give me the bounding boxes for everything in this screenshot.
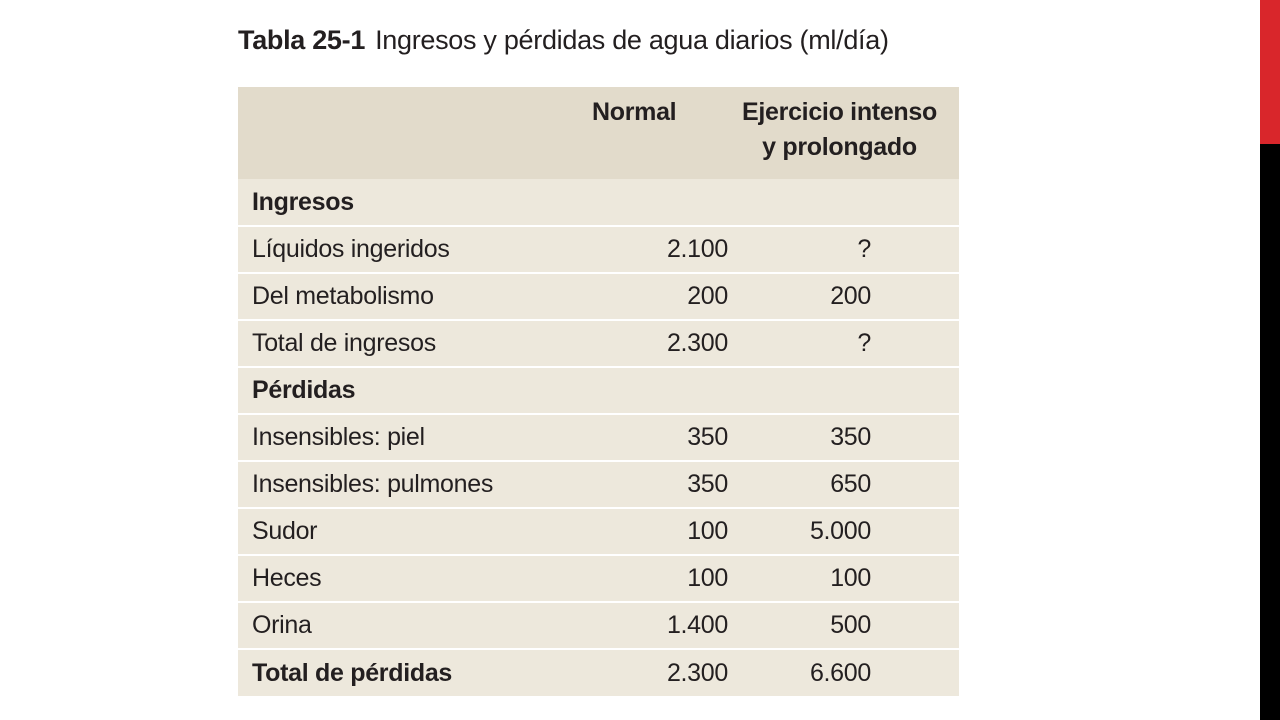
- table-caption: [238, 22, 889, 58]
- header-exercise-line1: Ejercicio intenso: [742, 98, 937, 126]
- table-row: [238, 602, 959, 649]
- table-header: [238, 87, 959, 179]
- row-label: Del metabolismo: [238, 273, 558, 320]
- row-label: Líquidos ingeridos: [238, 226, 558, 273]
- row-label: Total de ingresos: [238, 320, 558, 367]
- cell-exercise: 650: [732, 461, 959, 508]
- header-row: [238, 87, 959, 179]
- slide-accent-bar: [1260, 0, 1280, 144]
- cell-normal: 350: [558, 414, 732, 461]
- row-label: Heces: [238, 555, 558, 602]
- cell-normal: 2.300: [558, 649, 732, 696]
- cell-normal: 100: [558, 555, 732, 602]
- table-row: [238, 414, 959, 461]
- table-row: [238, 320, 959, 367]
- cell-exercise: [732, 179, 959, 226]
- row-label: Orina: [238, 602, 558, 649]
- table-number: Tabla 25-1: [238, 25, 366, 55]
- table-row: [238, 508, 959, 555]
- table-body: [238, 179, 959, 696]
- total-row-perdidas: [238, 649, 959, 696]
- cell-normal: [558, 179, 732, 226]
- header-empty-cell: [238, 87, 558, 179]
- cell-normal: 200: [558, 273, 732, 320]
- section-row-perdidas: [238, 367, 959, 414]
- cell-exercise: ?: [732, 320, 959, 367]
- table-row: [238, 461, 959, 508]
- row-label: Total de pérdidas: [238, 649, 558, 696]
- cell-exercise: 200: [732, 273, 959, 320]
- table-title: Ingresos y pérdidas de agua diarios (ml/día): [375, 25, 889, 55]
- row-label: Sudor: [238, 508, 558, 555]
- cell-normal: 2.100: [558, 226, 732, 273]
- cell-normal: 1.400: [558, 602, 732, 649]
- row-label: Ingresos: [252, 187, 354, 216]
- cell-exercise: 500: [732, 602, 959, 649]
- cell-normal: 2.300: [558, 320, 732, 367]
- cell-exercise: 350: [732, 414, 959, 461]
- cell-exercise: 6.600: [732, 649, 959, 696]
- row-label: Insensibles: pulmones: [238, 461, 558, 508]
- table-row: [238, 226, 959, 273]
- cell-exercise: [732, 367, 959, 414]
- cell-normal: [558, 367, 732, 414]
- table-row: [238, 555, 959, 602]
- water-balance-table: [238, 87, 959, 696]
- cell-normal: 350: [558, 461, 732, 508]
- slide-edge-bar: [1260, 0, 1280, 720]
- cell-exercise: 100: [732, 555, 959, 602]
- row-label: Insensibles: piel: [238, 414, 558, 461]
- row-label: Pérdidas: [238, 367, 558, 414]
- cell-exercise: ?: [732, 226, 959, 273]
- cell-exercise: 5.000: [732, 508, 959, 555]
- header-exercise-line2: y prolongado: [762, 133, 917, 161]
- table-row: [238, 273, 959, 320]
- cell-normal: 100: [558, 508, 732, 555]
- header-normal: Normal: [592, 98, 677, 126]
- section-row-ingresos: [238, 179, 959, 226]
- header-exercise: [732, 87, 959, 179]
